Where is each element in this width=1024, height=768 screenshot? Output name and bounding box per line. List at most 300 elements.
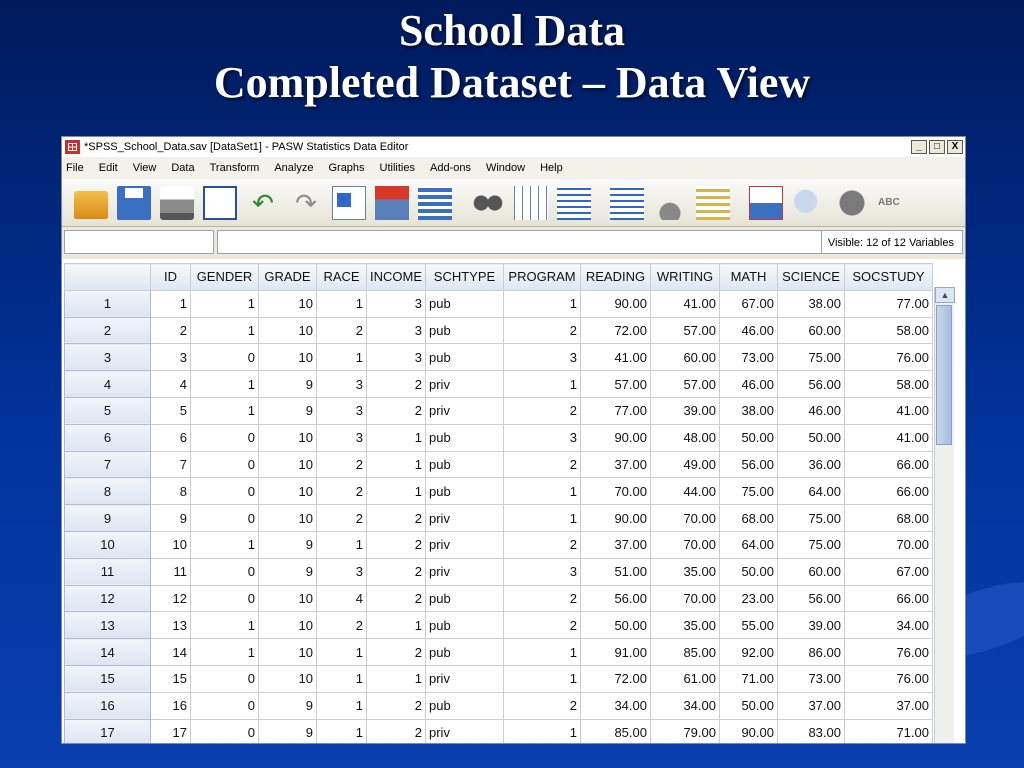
data-cell[interactable]: 2 — [367, 639, 426, 666]
data-cell[interactable]: 2 — [317, 612, 367, 639]
data-cell[interactable]: 1 — [317, 531, 367, 558]
menu-window[interactable]: Window — [485, 162, 526, 174]
data-cell[interactable]: 38.00 — [720, 397, 778, 424]
data-cell[interactable]: 1 — [504, 719, 581, 744]
data-cell[interactable]: 61.00 — [651, 665, 720, 692]
data-cell[interactable]: 35.00 — [651, 558, 720, 585]
menu-view[interactable]: View — [132, 162, 157, 174]
data-cell[interactable]: 10 — [259, 612, 317, 639]
data-cell[interactable]: 4 — [317, 585, 367, 612]
data-cell[interactable]: 57.00 — [581, 371, 651, 398]
data-cell[interactable]: 1 — [367, 451, 426, 478]
data-table — [64, 263, 933, 744]
table-row — [65, 290, 933, 317]
data-cell[interactable]: 57.00 — [651, 317, 720, 344]
data-cell[interactable]: 66.00 — [845, 451, 933, 478]
data-cell[interactable]: 90.00 — [720, 719, 778, 744]
menu-help[interactable]: Help — [540, 162, 563, 174]
data-cell[interactable]: 9 — [259, 692, 317, 719]
row-number[interactable]: 1 — [65, 290, 151, 317]
table-row — [65, 558, 933, 585]
slide-title — [0, 6, 1024, 110]
data-cell[interactable]: 2 — [504, 397, 581, 424]
data-cell[interactable]: 70.00 — [651, 505, 720, 532]
data-cell[interactable]: 68.00 — [845, 505, 933, 532]
data-cell[interactable]: 0 — [191, 424, 259, 451]
column-header[interactable]: MATH — [720, 264, 778, 291]
data-cell[interactable]: 2 — [504, 585, 581, 612]
data-cell[interactable]: 48.00 — [651, 424, 720, 451]
data-cell[interactable]: 64.00 — [720, 531, 778, 558]
table-row — [65, 612, 933, 639]
data-cell[interactable]: 46.00 — [720, 371, 778, 398]
data-cell[interactable]: 1 — [317, 665, 367, 692]
data-cell[interactable]: 85.00 — [651, 639, 720, 666]
data-cell[interactable]: 64.00 — [778, 478, 845, 505]
print-icon[interactable] — [160, 186, 194, 220]
table-row — [65, 692, 933, 719]
data-cell[interactable]: 2 — [367, 719, 426, 744]
cell-editor-bar — [62, 227, 965, 257]
data-cell[interactable]: 2 — [151, 317, 191, 344]
data-cell[interactable]: 10 — [259, 424, 317, 451]
data-cell[interactable]: 73.00 — [778, 665, 845, 692]
data-cell[interactable]: 8 — [151, 478, 191, 505]
data-cell[interactable]: 50.00 — [778, 424, 845, 451]
data-cell[interactable]: 49.00 — [651, 451, 720, 478]
data-cell[interactable]: 36.00 — [778, 451, 845, 478]
data-cell[interactable]: 56.00 — [778, 585, 845, 612]
data-cell[interactable]: pub — [426, 585, 504, 612]
data-cell[interactable]: 3 — [317, 397, 367, 424]
table-row — [65, 719, 933, 744]
header-row — [65, 264, 933, 291]
data-cell[interactable]: priv — [426, 371, 504, 398]
data-cell[interactable]: 60.00 — [778, 558, 845, 585]
scrollbar-thumb[interactable] — [936, 305, 952, 445]
data-cell[interactable]: 15 — [151, 665, 191, 692]
column-header[interactable]: INCOME — [367, 264, 426, 291]
menu-analyze[interactable]: Analyze — [274, 162, 314, 174]
data-cell[interactable]: 46.00 — [720, 317, 778, 344]
column-header[interactable]: GENDER — [191, 264, 259, 291]
data-cell[interactable]: 10 — [259, 478, 317, 505]
maximize-button[interactable]: □ — [929, 140, 945, 154]
data-cell[interactable]: 71.00 — [720, 665, 778, 692]
data-cell[interactable]: 16 — [151, 692, 191, 719]
data-cell[interactable]: 2 — [504, 692, 581, 719]
data-cell[interactable]: 3 — [367, 290, 426, 317]
table-row — [65, 317, 933, 344]
data-cell[interactable]: 1 — [367, 424, 426, 451]
data-cell[interactable]: 12 — [151, 585, 191, 612]
table-row — [65, 344, 933, 371]
data-cell[interactable]: 4 — [151, 371, 191, 398]
data-cell[interactable]: 37.00 — [581, 531, 651, 558]
window-titlebar[interactable] — [62, 137, 965, 157]
table-row — [65, 397, 933, 424]
menu-file[interactable]: File — [66, 162, 84, 174]
data-cell[interactable]: 3 — [151, 344, 191, 371]
data-cell[interactable]: 41.00 — [845, 424, 933, 451]
row-number[interactable]: 13 — [65, 612, 151, 639]
data-cell[interactable]: 3 — [367, 344, 426, 371]
data-cell[interactable]: 72.00 — [581, 665, 651, 692]
data-cell[interactable]: 2 — [367, 585, 426, 612]
data-cell[interactable]: 58.00 — [845, 317, 933, 344]
data-cell[interactable]: 57.00 — [651, 371, 720, 398]
data-cell[interactable]: 11 — [151, 558, 191, 585]
data-cell[interactable]: 58.00 — [845, 371, 933, 398]
column-header[interactable]: READING — [581, 264, 651, 291]
data-cell[interactable]: 2 — [367, 531, 426, 558]
data-cell[interactable]: 60.00 — [778, 317, 845, 344]
data-cell[interactable]: 1 — [191, 290, 259, 317]
row-number[interactable]: 15 — [65, 665, 151, 692]
spss-app-icon — [65, 140, 80, 154]
slide-title-line1: School Data — [398, 6, 626, 55]
variables-icon[interactable] — [418, 186, 452, 220]
undo-icon[interactable]: ↶ — [252, 187, 274, 218]
data-cell[interactable]: 75.00 — [778, 505, 845, 532]
data-cell[interactable]: 41.00 — [845, 397, 933, 424]
insert-cases-icon[interactable] — [375, 186, 409, 220]
data-cell[interactable]: 41.00 — [651, 290, 720, 317]
table-body — [65, 290, 933, 744]
data-cell[interactable]: 3 — [317, 558, 367, 585]
column-header[interactable]: PROGRAM — [504, 264, 581, 291]
spell-check-icon[interactable]: ABC — [878, 196, 900, 208]
column-header[interactable]: SCIENCE — [778, 264, 845, 291]
data-cell[interactable]: 66.00 — [845, 478, 933, 505]
data-cell[interactable]: 75.00 — [720, 478, 778, 505]
data-cell[interactable]: 10 — [151, 531, 191, 558]
data-cell[interactable]: 90.00 — [581, 290, 651, 317]
data-cell[interactable]: priv — [426, 397, 504, 424]
data-cell[interactable]: 2 — [504, 317, 581, 344]
data-cell[interactable]: 72.00 — [581, 317, 651, 344]
use-sets-icon[interactable] — [792, 186, 826, 220]
data-cell[interactable]: 10 — [259, 290, 317, 317]
data-cell[interactable]: 2 — [367, 692, 426, 719]
data-cell[interactable]: pub — [426, 612, 504, 639]
scale-icon[interactable] — [653, 186, 687, 220]
data-cell[interactable]: 79.00 — [651, 719, 720, 744]
menu-data[interactable]: Data — [171, 162, 195, 174]
data-cell[interactable]: 35.00 — [651, 612, 720, 639]
table-icon[interactable] — [696, 186, 730, 220]
data-grid — [62, 259, 965, 744]
data-cell[interactable]: 10 — [259, 317, 317, 344]
data-cell[interactable]: 0 — [191, 585, 259, 612]
data-cell[interactable]: 9 — [259, 558, 317, 585]
data-cell[interactable]: 2 — [367, 558, 426, 585]
data-cell[interactable]: 1 — [367, 665, 426, 692]
row-number[interactable]: 16 — [65, 692, 151, 719]
find-icon[interactable] — [471, 186, 505, 220]
data-cell[interactable]: 1 — [317, 639, 367, 666]
data-cell[interactable]: 7 — [151, 451, 191, 478]
data-cell[interactable]: 34.00 — [651, 692, 720, 719]
row-number[interactable]: 4 — [65, 371, 151, 398]
data-cell[interactable]: 77.00 — [845, 290, 933, 317]
menu-edit[interactable]: Edit — [98, 162, 118, 174]
table-row — [65, 665, 933, 692]
data-cell[interactable]: 1 — [191, 371, 259, 398]
data-cell[interactable]: priv — [426, 665, 504, 692]
column-header[interactable]: GRADE — [259, 264, 317, 291]
data-cell[interactable]: 2 — [317, 451, 367, 478]
toolbar — [62, 179, 965, 227]
minimize-button[interactable]: _ — [911, 140, 927, 154]
visible-variables-info: Visible: 12 of 12 Variables — [822, 230, 963, 254]
data-cell[interactable]: 10 — [259, 665, 317, 692]
data-cell[interactable]: 76.00 — [845, 639, 933, 666]
data-cell[interactable]: 37.00 — [845, 692, 933, 719]
data-cell[interactable]: 9 — [259, 397, 317, 424]
data-cell[interactable]: 1 — [504, 478, 581, 505]
data-cell[interactable]: 70.00 — [845, 531, 933, 558]
data-cell[interactable]: 0 — [191, 719, 259, 744]
data-cell[interactable]: 2 — [367, 371, 426, 398]
dialog-recall-icon[interactable] — [203, 186, 237, 220]
data-cell[interactable]: 70.00 — [581, 478, 651, 505]
data-cell[interactable]: 0 — [191, 344, 259, 371]
slide-title-line2: Completed Dataset – Data View — [213, 58, 811, 107]
data-cell[interactable]: 6 — [151, 424, 191, 451]
data-cell[interactable]: pub — [426, 639, 504, 666]
data-cell[interactable]: 1 — [191, 317, 259, 344]
data-cell[interactable]: pub — [426, 451, 504, 478]
data-cell[interactable]: 1 — [504, 371, 581, 398]
menu-utilities[interactable]: Utilities — [379, 162, 415, 174]
data-cell[interactable]: 70.00 — [651, 531, 720, 558]
split-file-icon[interactable] — [514, 186, 548, 220]
data-cell[interactable]: 76.00 — [845, 344, 933, 371]
data-cell[interactable]: priv — [426, 531, 504, 558]
value-labels-icon[interactable] — [749, 186, 783, 220]
data-cell[interactable]: 2 — [317, 317, 367, 344]
table-row — [65, 371, 933, 398]
data-cell[interactable]: 1 — [317, 344, 367, 371]
select-cases-icon[interactable] — [557, 186, 591, 220]
data-cell[interactable]: 90.00 — [581, 424, 651, 451]
row-number[interactable]: 12 — [65, 585, 151, 612]
data-cell[interactable]: pub — [426, 478, 504, 505]
data-cell[interactable]: 2 — [504, 531, 581, 558]
close-button[interactable]: X — [947, 140, 963, 154]
table-row — [65, 639, 933, 666]
data-cell[interactable]: 10 — [259, 585, 317, 612]
data-cell[interactable]: 23.00 — [720, 585, 778, 612]
data-cell[interactable]: 68.00 — [720, 505, 778, 532]
data-cell[interactable]: 0 — [191, 692, 259, 719]
data-cell[interactable]: 85.00 — [581, 719, 651, 744]
data-cell[interactable]: 41.00 — [581, 344, 651, 371]
data-cell[interactable]: 55.00 — [720, 612, 778, 639]
column-header[interactable]: WRITING — [651, 264, 720, 291]
data-cell[interactable]: 44.00 — [651, 478, 720, 505]
data-cell[interactable]: 92.00 — [720, 639, 778, 666]
data-cell[interactable]: 1 — [191, 397, 259, 424]
data-cell[interactable]: 50.00 — [720, 558, 778, 585]
goto-case-icon[interactable] — [332, 186, 366, 220]
row-number[interactable]: 7 — [65, 451, 151, 478]
data-cell[interactable]: 50.00 — [720, 692, 778, 719]
row-number[interactable]: 9 — [65, 505, 151, 532]
data-cell[interactable]: 60.00 — [651, 344, 720, 371]
data-cell[interactable]: 1 — [317, 719, 367, 744]
data-cell[interactable]: 10 — [259, 505, 317, 532]
cell-value-field[interactable] — [217, 230, 822, 254]
row-number[interactable]: 3 — [65, 344, 151, 371]
data-cell[interactable]: 1 — [191, 531, 259, 558]
row-number[interactable]: 17 — [65, 719, 151, 744]
data-cell[interactable]: priv — [426, 719, 504, 744]
menu-add-ons[interactable]: Add-ons — [430, 162, 471, 174]
weight-cases-icon[interactable] — [610, 186, 644, 220]
redo-icon[interactable]: ↷ — [295, 187, 317, 218]
data-cell[interactable]: 51.00 — [581, 558, 651, 585]
data-cell[interactable]: 56.00 — [581, 585, 651, 612]
data-cell[interactable]: 1 — [191, 612, 259, 639]
row-number[interactable]: 11 — [65, 558, 151, 585]
data-cell[interactable]: 75.00 — [778, 531, 845, 558]
data-cell[interactable]: 0 — [191, 451, 259, 478]
data-cell[interactable]: 1 — [367, 612, 426, 639]
data-cell[interactable]: 46.00 — [778, 397, 845, 424]
data-cell[interactable]: 2 — [504, 612, 581, 639]
row-number[interactable]: 6 — [65, 424, 151, 451]
data-cell[interactable]: 39.00 — [778, 612, 845, 639]
data-cell[interactable]: 10 — [259, 344, 317, 371]
data-cell[interactable]: pub — [426, 424, 504, 451]
table-row — [65, 451, 933, 478]
row-number[interactable]: 2 — [65, 317, 151, 344]
row-number[interactable]: 10 — [65, 531, 151, 558]
column-header[interactable]: SCHTYPE — [426, 264, 504, 291]
data-cell[interactable]: 70.00 — [651, 585, 720, 612]
data-cell[interactable]: priv — [426, 505, 504, 532]
column-header[interactable]: ID — [151, 264, 191, 291]
data-cell[interactable]: 2 — [367, 397, 426, 424]
open-folder-icon[interactable] — [74, 191, 108, 219]
menu-graphs[interactable]: Graphs — [328, 162, 365, 174]
data-cell[interactable]: 56.00 — [720, 451, 778, 478]
data-cell[interactable]: 34.00 — [581, 692, 651, 719]
data-cell[interactable]: 5 — [151, 397, 191, 424]
data-cell[interactable]: 10 — [259, 451, 317, 478]
data-cell[interactable]: pub — [426, 317, 504, 344]
data-cell[interactable]: 9 — [259, 719, 317, 744]
data-cell[interactable]: 2 — [317, 505, 367, 532]
data-cell[interactable]: 1 — [151, 290, 191, 317]
data-cell[interactable]: 9 — [259, 371, 317, 398]
data-cell[interactable]: pub — [426, 290, 504, 317]
data-cell[interactable]: 56.00 — [778, 371, 845, 398]
data-cell[interactable]: 14 — [151, 639, 191, 666]
data-cell[interactable]: 1 — [317, 692, 367, 719]
data-cell[interactable]: 1 — [367, 478, 426, 505]
data-cell[interactable]: 9 — [151, 505, 191, 532]
data-cell[interactable]: 0 — [191, 665, 259, 692]
data-cell[interactable]: 73.00 — [720, 344, 778, 371]
data-cell[interactable]: pub — [426, 692, 504, 719]
data-cell[interactable]: 17 — [151, 719, 191, 744]
scroll-up-arrow-icon[interactable]: ▲ — [935, 287, 955, 303]
table-row — [65, 531, 933, 558]
data-cell[interactable]: 50.00 — [720, 424, 778, 451]
data-cell[interactable]: 77.00 — [581, 397, 651, 424]
data-cell[interactable]: 66.00 — [845, 585, 933, 612]
data-cell[interactable]: 9 — [259, 531, 317, 558]
data-cell[interactable]: 0 — [191, 505, 259, 532]
data-cell[interactable]: 38.00 — [778, 290, 845, 317]
data-cell[interactable]: 1 — [504, 639, 581, 666]
data-cell[interactable]: 3 — [317, 424, 367, 451]
data-cell[interactable]: 1 — [504, 290, 581, 317]
column-header[interactable]: SOCSTUDY — [845, 264, 933, 291]
data-cell[interactable]: priv — [426, 558, 504, 585]
data-cell[interactable]: 2 — [504, 451, 581, 478]
table-row — [65, 505, 933, 532]
data-cell[interactable]: 3 — [504, 344, 581, 371]
data-cell[interactable]: 67.00 — [720, 290, 778, 317]
data-cell[interactable]: 13 — [151, 612, 191, 639]
data-cell[interactable]: 0 — [191, 478, 259, 505]
row-number[interactable]: 14 — [65, 639, 151, 666]
data-cell[interactable]: 37.00 — [778, 692, 845, 719]
data-cell[interactable]: 10 — [259, 639, 317, 666]
data-cell[interactable]: 67.00 — [845, 558, 933, 585]
data-cell[interactable]: 1 — [317, 290, 367, 317]
data-cell[interactable]: 90.00 — [581, 505, 651, 532]
vertical-scrollbar[interactable] — [934, 287, 954, 743]
data-cell[interactable]: pub — [426, 344, 504, 371]
data-cell[interactable]: 3 — [504, 424, 581, 451]
data-cell[interactable]: 83.00 — [778, 719, 845, 744]
data-cell[interactable]: 3 — [504, 558, 581, 585]
data-cell[interactable]: 34.00 — [845, 612, 933, 639]
data-cell[interactable]: 1 — [191, 639, 259, 666]
data-cell[interactable]: 86.00 — [778, 639, 845, 666]
data-cell[interactable]: 2 — [317, 478, 367, 505]
data-cell[interactable]: 1 — [504, 665, 581, 692]
row-number[interactable]: 8 — [65, 478, 151, 505]
row-number[interactable]: 5 — [65, 397, 151, 424]
show-all-icon[interactable] — [835, 186, 869, 220]
data-cell[interactable]: 2 — [367, 505, 426, 532]
data-cell[interactable]: 37.00 — [581, 451, 651, 478]
data-cell[interactable]: 50.00 — [581, 612, 651, 639]
data-cell[interactable]: 3 — [317, 371, 367, 398]
data-cell[interactable]: 3 — [367, 317, 426, 344]
table-row — [65, 478, 933, 505]
row-header-corner[interactable] — [65, 264, 151, 291]
data-cell[interactable]: 91.00 — [581, 639, 651, 666]
data-cell[interactable]: 0 — [191, 558, 259, 585]
save-icon[interactable] — [117, 186, 151, 220]
data-cell[interactable]: 76.00 — [845, 665, 933, 692]
cell-reference-field[interactable] — [64, 230, 214, 254]
menu-transform[interactable]: Transform — [209, 162, 260, 174]
column-header[interactable]: RACE — [317, 264, 367, 291]
data-cell[interactable]: 1 — [504, 505, 581, 532]
data-cell[interactable]: 75.00 — [778, 344, 845, 371]
data-cell[interactable]: 71.00 — [845, 719, 933, 744]
window-title: *SPSS_School_Data.sav [DataSet1] - PASW Statistics Data Editor — [84, 141, 409, 153]
data-cell[interactable]: 39.00 — [651, 397, 720, 424]
